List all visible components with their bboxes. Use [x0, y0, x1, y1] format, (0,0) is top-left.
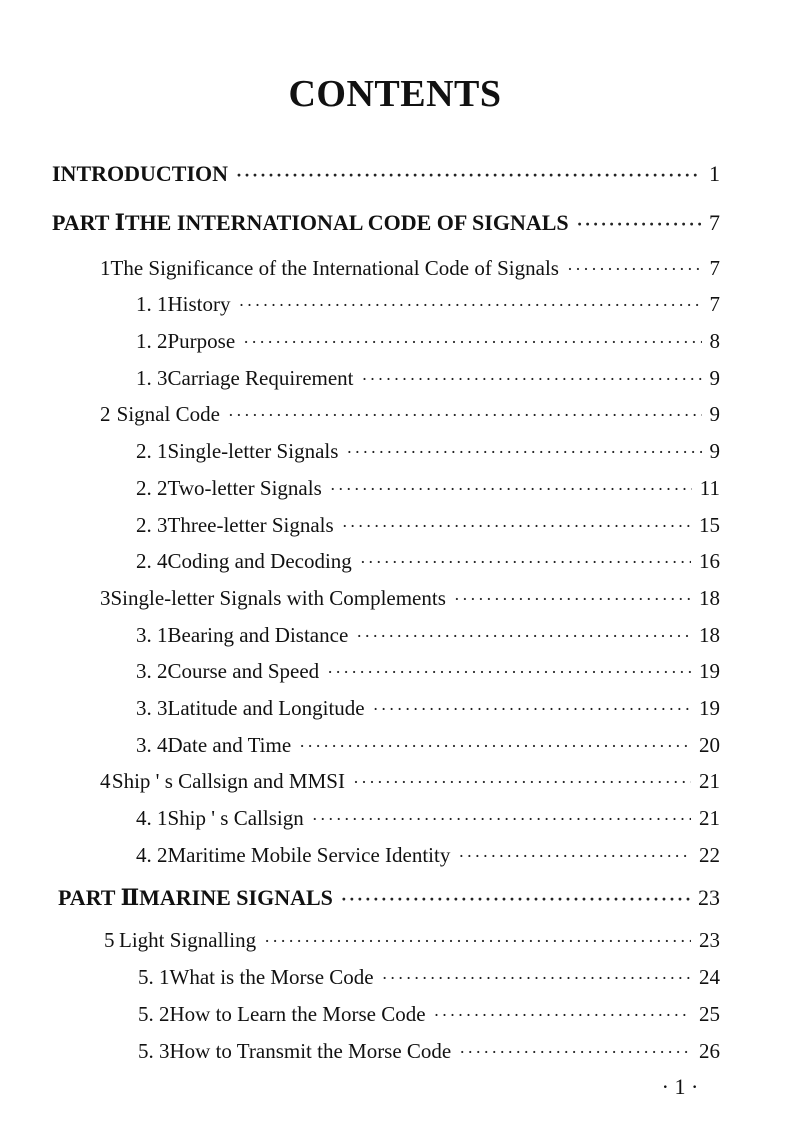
toc-entry-page: 19	[699, 659, 720, 683]
toc-entry-page: 9	[709, 439, 720, 463]
toc-entry-title: Purpose	[167, 329, 236, 353]
page-number: · 1 ·	[661, 1074, 699, 1099]
dot-leader	[353, 768, 691, 796]
toc-entry-section-3-4[interactable]	[136, 731, 720, 760]
dot-leader	[341, 885, 690, 913]
toc-entry-page: 20	[699, 733, 720, 757]
toc-entry-page: 23	[699, 928, 720, 952]
toc-entry-section-2-3[interactable]	[136, 511, 720, 540]
toc-entry-section-5-2[interactable]	[138, 1000, 720, 1029]
dot-leader	[239, 291, 702, 319]
toc-entry-title: Coding and Decoding	[167, 549, 352, 573]
toc-entry-introduction[interactable]	[52, 160, 720, 189]
toc-entry-page: 22	[699, 843, 720, 867]
toc-entry-number: 2. 4	[136, 549, 168, 573]
toc-entry-section-1-1[interactable]	[136, 290, 720, 319]
toc-entry-number: 2. 2	[136, 476, 168, 500]
page-title: CONTENTS	[288, 73, 502, 115]
toc-entry-page: 8	[709, 329, 720, 353]
toc-entry-number: 3. 4	[136, 733, 168, 757]
toc-entry-section-4-1[interactable]	[136, 804, 720, 833]
dot-leader	[342, 512, 691, 540]
toc-entry-number: 5. 1	[138, 965, 170, 989]
toc-entry-number: 5. 2	[138, 1002, 170, 1026]
toc-entry-section-2-1[interactable]	[136, 437, 720, 466]
toc-entry-number: 2. 1	[136, 439, 168, 463]
toc-entry-page: 16	[699, 549, 720, 573]
toc-entry-number: 4. 2	[136, 843, 168, 867]
toc-entry-number: 3	[100, 586, 111, 610]
toc-entry-section-1-2[interactable]	[136, 327, 720, 356]
dot-leader	[459, 1038, 691, 1066]
toc-entry-title: Light Signalling	[119, 928, 257, 952]
toc-entry-page: 25	[699, 1002, 720, 1026]
toc-entry-title: Single-letter Signals	[167, 439, 339, 463]
dot-leader	[228, 401, 702, 429]
toc-entry-section-5-3[interactable]	[138, 1037, 720, 1066]
toc-entry-number: 3. 3	[136, 696, 168, 720]
toc-entry-section-5-1[interactable]	[138, 963, 720, 992]
dot-leader	[312, 805, 691, 833]
dot-leader	[360, 548, 691, 576]
dot-leader	[346, 438, 701, 466]
toc-entry-number: 5. 3	[138, 1039, 170, 1063]
toc-entry-page: 23	[698, 885, 720, 910]
dot-leader	[299, 732, 691, 760]
toc-entry-section-3-2[interactable]	[136, 657, 720, 686]
dot-leader	[236, 161, 701, 189]
toc-entry-page: 21	[699, 806, 720, 830]
dot-leader	[243, 328, 701, 356]
toc-entry-title: Carriage Requirement	[167, 366, 354, 390]
toc-entry-title: MARINE SIGNALS	[139, 885, 333, 910]
dot-leader	[434, 1001, 691, 1029]
toc-entry-page: 9	[709, 366, 720, 390]
toc-entry-chapter-4[interactable]	[100, 767, 720, 796]
toc-entry-title: THE INTERNATIONAL CODE OF SIGNALS	[124, 210, 569, 235]
toc-entry-page: 26	[699, 1039, 720, 1063]
toc-entry-title: Course and Speed	[167, 659, 320, 683]
toc-entry-page: 9	[709, 402, 720, 426]
toc-entry-page: 15	[699, 513, 720, 537]
dot-leader	[458, 842, 691, 870]
dot-leader	[382, 964, 691, 992]
dot-leader	[567, 255, 702, 283]
toc-entry-chapter-5[interactable]	[104, 926, 720, 955]
toc-entry-title: INTRODUCTION	[52, 161, 229, 186]
toc-entry-page: 7	[709, 210, 720, 235]
toc-entry-title: Date and Time	[167, 733, 292, 757]
toc-entry-number: PART Ⅱ	[58, 885, 140, 910]
dot-leader	[577, 210, 701, 238]
toc-entry-number: 2. 3	[136, 513, 168, 537]
dot-leader	[373, 695, 691, 723]
toc-entry-title: Bearing and Distance	[167, 623, 349, 647]
toc-entry-title: Signal Code	[116, 402, 220, 426]
toc-entry-title: History	[167, 292, 231, 316]
dot-leader	[454, 585, 691, 613]
toc-entry-page: 7	[709, 256, 720, 280]
toc-entry-section-2-4[interactable]	[136, 547, 720, 576]
toc-entry-title: Three-letter Signals	[167, 513, 334, 537]
dot-leader	[264, 927, 691, 955]
dot-leader	[327, 658, 691, 686]
toc-entry-section-1-3[interactable]	[136, 364, 720, 393]
toc-entry-title: Latitude and Longitude	[167, 696, 365, 720]
toc-entry-number: 1. 2	[136, 329, 168, 353]
toc-entry-title: The Significance of the International Code of Signals	[110, 256, 559, 280]
toc-entry-title: What is the Morse Code	[169, 965, 374, 989]
toc-entry-number: 3. 2	[136, 659, 168, 683]
toc-entry-page: 18	[699, 586, 720, 610]
dot-leader	[362, 365, 702, 393]
toc-entry-part-1[interactable]	[52, 209, 720, 238]
toc-entry-section-3-1[interactable]	[136, 621, 720, 650]
toc-entry-title: How to Transmit the Morse Code	[169, 1039, 452, 1063]
toc-entry-chapter-2[interactable]	[100, 400, 720, 429]
toc-entry-section-2-2[interactable]	[136, 474, 720, 503]
toc-entry-page: 19	[699, 696, 720, 720]
toc-entry-number: 1. 3	[136, 366, 168, 390]
toc-entry-number: 4	[100, 769, 111, 793]
dot-leader	[330, 475, 692, 503]
toc-entry-part-2[interactable]	[58, 884, 720, 913]
toc-entry-page: 18	[699, 623, 720, 647]
toc-entry-number: 4. 1	[136, 806, 168, 830]
toc-entry-section-3-3[interactable]	[136, 694, 720, 723]
toc-entry-page: 1	[709, 161, 720, 186]
toc-entry-number: 2	[100, 402, 111, 426]
toc-entry-page: 7	[709, 292, 720, 316]
toc-entry-number: 1	[100, 256, 111, 280]
toc-entry-title: Ship ' s Callsign and MMSI	[111, 769, 345, 793]
toc-entry-number: PART Ⅰ	[52, 210, 125, 235]
toc-entry-number: 5	[104, 928, 115, 952]
toc-entry-page: 21	[699, 769, 720, 793]
toc-entry-number: 1. 1	[136, 292, 168, 316]
toc-entry-title: Maritime Mobile Service Identity	[167, 843, 451, 867]
toc-entry-title: Ship ' s Callsign	[167, 806, 304, 830]
toc-entry-chapter-3[interactable]	[100, 584, 720, 613]
toc-entry-title: Single-letter Signals with Complements	[110, 586, 446, 610]
toc-entry-title: How to Learn the Morse Code	[169, 1002, 426, 1026]
toc-entry-number: 3. 1	[136, 623, 168, 647]
toc-entry-page: 24	[699, 965, 720, 989]
dot-leader	[356, 622, 691, 650]
toc-entry-chapter-1[interactable]	[100, 254, 720, 283]
toc-entry-page: 11	[699, 476, 720, 500]
toc-entry-title: Two-letter Signals	[167, 476, 322, 500]
toc-entry-section-4-2[interactable]	[136, 841, 720, 870]
